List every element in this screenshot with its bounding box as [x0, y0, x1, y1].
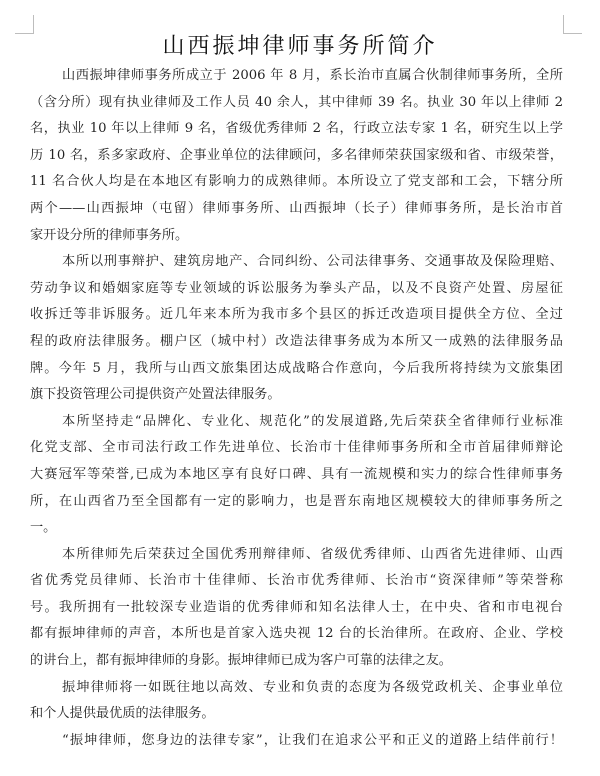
text-line: 名，执业 10 年以上律师 9 名，省级优秀律师 2 名，行政立法专家 1 名，研究生以上学 — [30, 121, 563, 137]
text-line: 化党支部、全市司法行政工作先进单位、长治市十佳律师事务所和全市首届律师辩论 — [30, 440, 563, 456]
text-line: 历 10 名，系多家政府、企事业单位的法律顾问，多名律师荣获国家级和省、市级荣誉， — [30, 147, 563, 163]
page-corner-mark-top-right — [563, 15, 582, 34]
text-line: 本所以刑事辩护、建筑房地产、合同纠纷、公司法律事务、交通事故及保险理赔、 — [62, 254, 563, 270]
text-line: 牌。今年 5 月，我所与山西文旅集团达成战略合作意向，今后我所将持续为文旅集团 — [30, 360, 563, 376]
text-line: 省优秀党员律师、长治市十佳律师、长治市优秀律师、长治市“资深律师”等荣誉称 — [30, 573, 563, 589]
text-line: 劳动争议和婚姻家庭等专业领域的诉讼服务为拳头产品，以及不良资产处置、房屋征 — [30, 280, 563, 296]
text-line: 大赛冠军等荣誉,已成为本地区享有良好口碑、具有一流规模和实力的综合性律师事务 — [30, 466, 563, 482]
text-line: 的讲台上，都有振坤律师的身影。振坤律师已成为客户可靠的法律之友。 — [30, 653, 452, 669]
text-line: 号。我所拥有一批较深专业造诣的优秀律师和知名法律人士，在中央、省和市电视台 — [30, 599, 563, 615]
text-line: 一。 — [30, 520, 57, 536]
text-line: 都有振坤律师的声音，本所也是首家入选央视 12 台的长治律所。在政府、企业、学校 — [30, 626, 563, 642]
document-body — [30, 63, 563, 754]
text-line: 家开设分所的律师事务所。 — [30, 227, 189, 243]
text-line: 收拆迁等非诉服务。近几年来本所为我市多个县区的拆迁改造项目提供全方位、全过 — [30, 307, 563, 323]
text-line: 本所坚持走“品牌化、专业化、规范化”的发展道路,先后荣获全省律师行业标准 — [62, 413, 563, 429]
text-line: 和个人提供最优质的法律服务。 — [30, 706, 215, 722]
text-line: 旗下投资管理公司提供资产处置法律服务。 — [30, 387, 281, 403]
text-line: 振坤律师将一如既往地以高效、专业和负责的态度为各级党政机关、企事业单位 — [62, 679, 563, 695]
text-line: 山西振坤律师事务所成立于 2006 年 8 月，系长治市直属合伙制律师事务所，全所 — [62, 68, 563, 83]
document-title: 山西振坤律师事务所简介 — [162, 34, 438, 59]
text-line: 本所律师先后荣获过全国优秀刑辩律师、省级优秀律师、山西省先进律师、山西 — [62, 546, 563, 562]
text-line: 所，在山西省乃至全国都有一定的影响力，也是晋东南地区规模较大的律师事务所之 — [30, 493, 563, 509]
text-line: （含分所）现有执业律师及工作人员 40 余人，其中律师 39 名。执业 30 年以上律师 2 — [30, 94, 563, 110]
text-line: 程的政府法律服务。棚户区（城中村）改造法律事务成为本所又一成熟的法律服务品 — [30, 333, 563, 349]
page-corner-mark-top-left — [15, 15, 34, 34]
text-line: 11 名合伙人均是在本地区有影响力的成熟律师。本所设立了党支部和工会，下辖分所 — [30, 174, 563, 190]
text-line: 两个——山西振坤（屯留）律师事务所、山西振坤（长子）律师事务所，是长治市首 — [30, 200, 563, 216]
text-line: “振坤律师，您身边的法律专家”，让我们在追求公平和正义的道路上结伴前行！ — [62, 732, 563, 748]
